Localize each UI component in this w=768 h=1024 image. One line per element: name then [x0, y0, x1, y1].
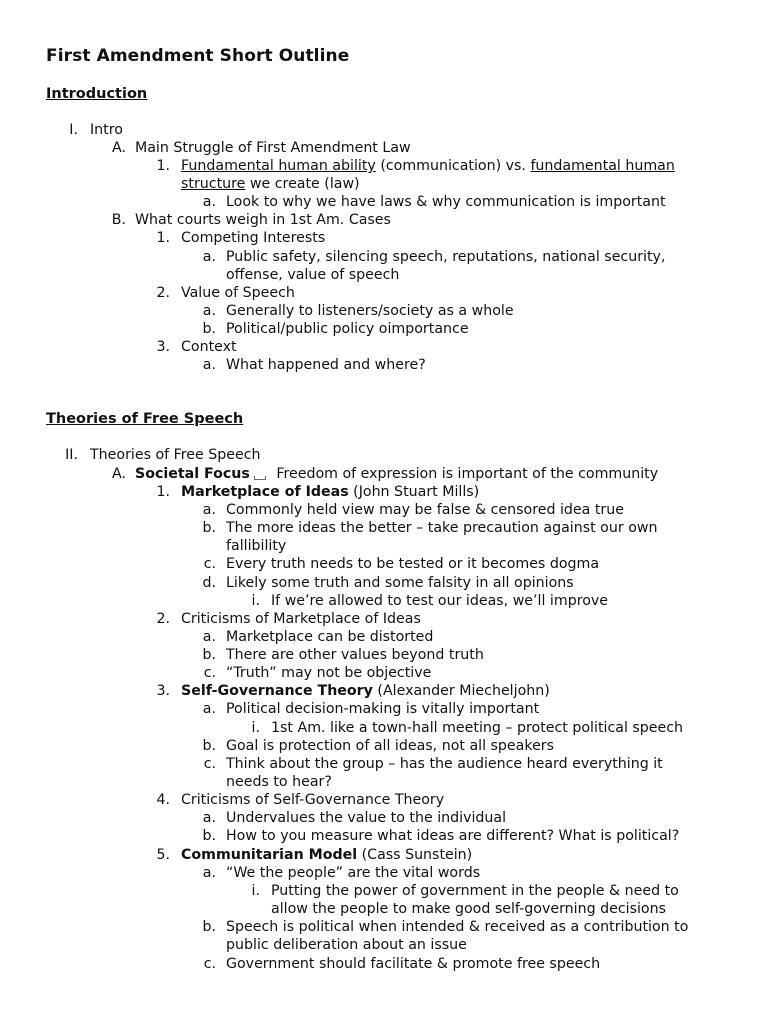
outline-text: 1st Am. like a town-hall meeting – protect political speech — [271, 720, 684, 736]
outline-label: c. — [203, 956, 216, 972]
outline-text: There are other values beyond truth — [226, 647, 484, 663]
outline-label: c. — [203, 756, 216, 772]
outline-label: a. — [202, 502, 216, 518]
outline-label: II. — [65, 447, 78, 463]
outline-text: (Alexander Miecheljohn) — [372, 683, 550, 699]
outline-label: b. — [202, 738, 216, 754]
outline-text: The more ideas the better – take precaution against our own — [226, 520, 658, 536]
outline-text: What courts weigh in 1st Am. Cases — [135, 212, 391, 228]
outline-text: Generally to listeners/society as a whole — [226, 303, 514, 319]
outline-label: b. — [202, 647, 216, 663]
outline-label: a. — [202, 629, 216, 645]
field-mark-icon — [254, 476, 266, 480]
outline-text: Putting the power of government in the people & need to — [271, 883, 679, 899]
underlined-term: structure — [181, 176, 246, 192]
outline-text: Undervalues the value to the individual — [226, 810, 507, 826]
outline-text: Political decision-making is vitally important — [226, 701, 540, 717]
outline-text: Main Struggle of First Amendment Law — [135, 140, 411, 156]
outline-label: 4. — [156, 792, 170, 808]
outline-label: b. — [202, 919, 216, 935]
outline-label: 3. — [156, 683, 170, 699]
outline-label: A. — [112, 466, 126, 482]
outline-text: Every truth needs to be tested or it becomes dogma — [226, 556, 600, 572]
outline-text: (Cass Sunstein) — [357, 847, 473, 863]
outline-text: If we’re allowed to test our ideas, we’ll improve — [271, 593, 609, 609]
outline-text: Public safety, silencing speech, reputations, national security, — [226, 249, 666, 265]
bold-term: Communitarian Model — [181, 847, 358, 863]
outline-label: 2. — [156, 285, 170, 301]
outline-label: 1. — [156, 230, 170, 246]
outline-text: Commonly held view may be false & censored idea true — [226, 502, 624, 518]
outline-text: Marketplace can be distorted — [226, 629, 434, 645]
outline-text: Speech is political when intended & received as a contribution to — [226, 919, 689, 935]
outline-label: i. — [251, 593, 260, 609]
section-heading-theories: Theories of Free Speech — [46, 411, 244, 427]
bold-term: Marketplace of Ideas — [181, 484, 349, 500]
outline-label: c. — [203, 556, 216, 572]
outline-text: offense, value of speech — [226, 267, 400, 283]
outline-label: i. — [251, 883, 260, 899]
outline-label: i. — [251, 720, 260, 736]
outline-label: d. — [202, 575, 216, 591]
outline-text: (communication) vs. — [375, 158, 531, 174]
outline-text: Freedom of expression is important of the community — [271, 466, 659, 482]
section-heading-introduction: Introduction — [46, 86, 148, 102]
bold-term: Self-Governance Theory — [181, 683, 373, 699]
outline-label: a. — [202, 194, 216, 210]
outline-label: 5. — [156, 847, 170, 863]
outline-label: 1. — [156, 158, 170, 174]
outline-text: fallibility — [226, 538, 287, 554]
underlined-term: fundamental human — [530, 158, 675, 174]
outline-label: c. — [203, 665, 216, 681]
outline-label: a. — [202, 810, 216, 826]
outline-label: a. — [202, 249, 216, 265]
outline-text: Criticisms of Self-Governance Theory — [181, 792, 445, 808]
outline-text: Criticisms of Marketplace of Ideas — [181, 611, 421, 627]
outline-text: Think about the group – has the audience heard everything it — [226, 756, 663, 772]
outline-label: b. — [202, 520, 216, 536]
outline-text: Government should facilitate & promote free speech — [226, 956, 601, 972]
outline-text: How to you measure what ideas are different? What is political? — [226, 828, 680, 844]
outline-label: 2. — [156, 611, 170, 627]
outline-label: a. — [202, 303, 216, 319]
outline-text: allow the people to make good self-governing decisions — [271, 901, 666, 917]
outline-label: a. — [202, 865, 216, 881]
outline-label: b. — [202, 828, 216, 844]
outline-text: Intro — [90, 122, 123, 138]
outline-label: A. — [112, 140, 126, 156]
underlined-term: Fundamental human ability — [181, 158, 376, 174]
outline-label: 3. — [156, 339, 170, 355]
outline-label: b. — [202, 321, 216, 337]
outline-text: we create (law) — [245, 176, 360, 192]
outline-text: What happened and where? — [226, 357, 426, 373]
outline-text: “Truth” may not be objective — [226, 665, 432, 681]
outline-text: Goal is protection of all ideas, not all speakers — [226, 738, 555, 754]
outline-text: (John Stuart Mills) — [348, 484, 480, 500]
outline-label: a. — [202, 701, 216, 717]
bold-term: Societal Focus — [135, 466, 250, 482]
outline-text: Political/public policy oimportance — [226, 321, 469, 337]
outline-label: a. — [202, 357, 216, 373]
outline-text: needs to hear? — [226, 774, 332, 790]
outline-text: public deliberation about an issue — [226, 937, 467, 953]
outline-text: Look to why we have laws & why communication is important — [226, 194, 666, 210]
outline-text: Competing Interests — [181, 230, 326, 246]
outline-label: 1. — [156, 484, 170, 500]
outline-text: “We the people” are the vital words — [226, 865, 481, 881]
document-title: First Amendment Short Outline — [46, 46, 350, 66]
outline-text: Likely some truth and some falsity in all opinions — [226, 575, 574, 591]
outline-text: Value of Speech — [181, 285, 295, 301]
outline-text: Context — [181, 339, 237, 355]
outline-label: I. — [69, 122, 78, 138]
outline-label: B. — [111, 212, 126, 228]
outline-text: Theories of Free Speech — [90, 447, 261, 463]
